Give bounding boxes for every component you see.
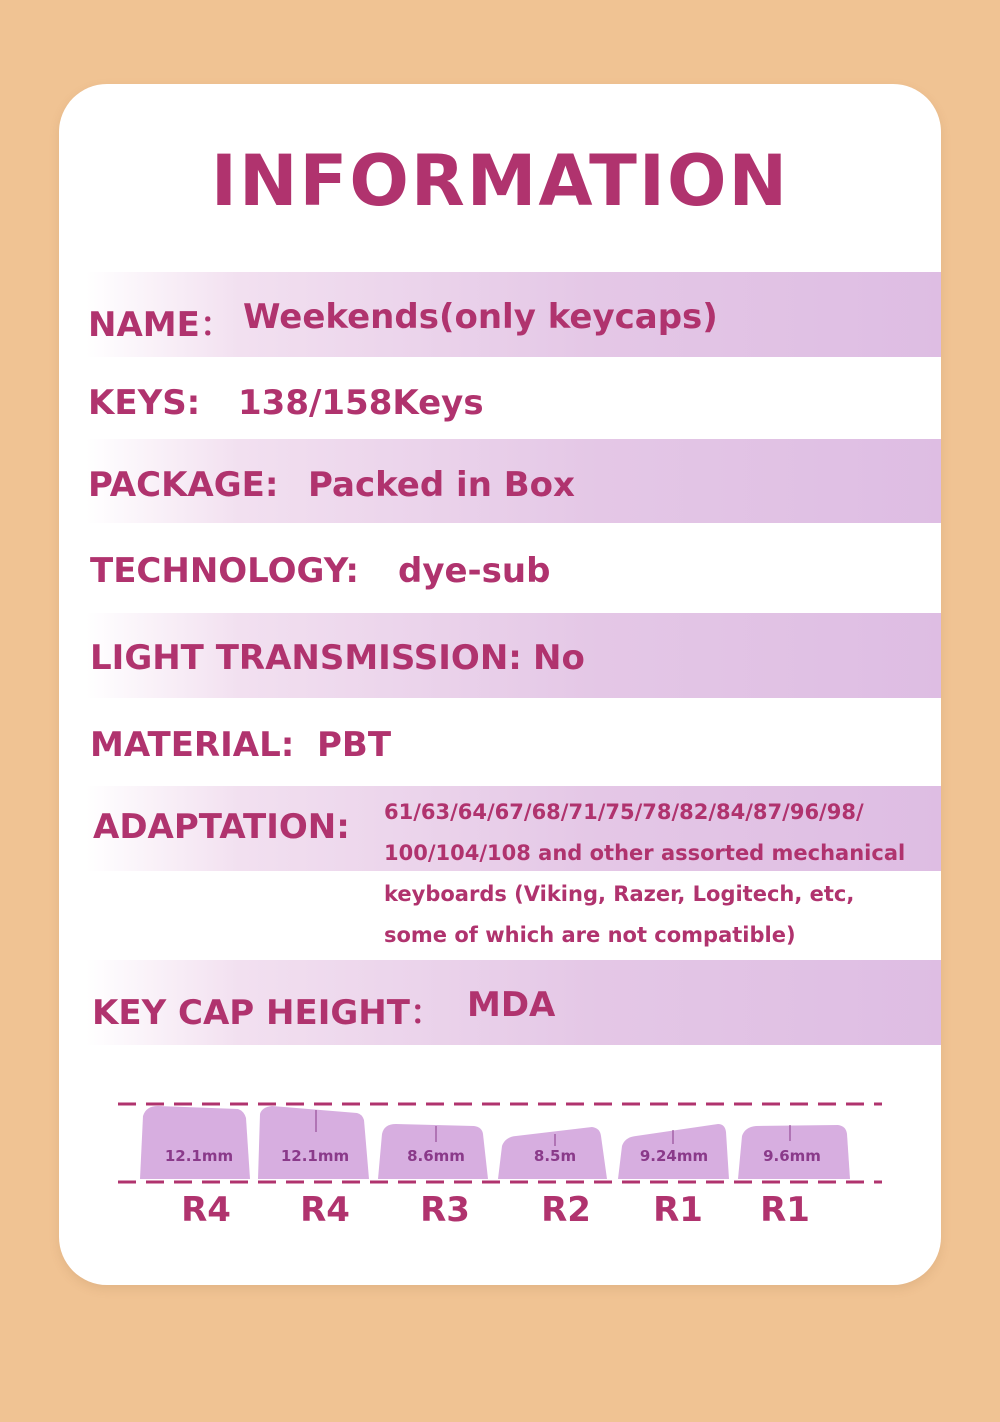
technology-value: dye-sub <box>398 551 551 591</box>
keys-value: 138/158Keys <box>238 383 484 423</box>
keycap-row-label: R1 <box>760 1190 810 1230</box>
name-label: NAME： <box>88 305 234 345</box>
keycap-height-text: 8.5m <box>533 1147 577 1165</box>
light-transmission-value: No <box>533 638 585 678</box>
keycap-height-text: 9.6mm <box>763 1147 821 1165</box>
keycap-height-text: 9.24mm <box>639 1147 709 1165</box>
keycap-row-label: R4 <box>300 1190 350 1230</box>
light-transmission-label: LIGHT TRANSMISSION: <box>90 638 522 678</box>
keys-label: KEYS: <box>88 383 201 423</box>
material-label: MATERIAL: <box>90 725 295 765</box>
keycap-height-value: MDA <box>467 985 556 1025</box>
keycap-height-label: KEY CAP HEIGHT： <box>92 993 444 1033</box>
keycap-shape <box>140 1106 250 1179</box>
page-title: INFORMATION <box>210 140 790 222</box>
adaptation-label: ADAPTATION: <box>93 807 350 847</box>
name-value: Weekends(only keycaps) <box>243 297 718 337</box>
adaptation-line: 100/104/108 and other assorted mechanical <box>384 841 906 865</box>
adaptation-line: some of which are not compatible) <box>384 923 796 947</box>
keycap-row-label: R3 <box>420 1190 470 1230</box>
keycap-row-label: R4 <box>181 1190 231 1230</box>
technology-label: TECHNOLOGY: <box>90 551 359 591</box>
keycap-row-label: R1 <box>653 1190 703 1230</box>
adaptation-line: 61/63/64/67/68/71/75/78/82/84/87/96/98/ <box>384 800 864 824</box>
keycap-row-label: R2 <box>541 1190 591 1230</box>
adaptation-line: keyboards (Viking, Razer, Logitech, etc, <box>384 882 855 906</box>
material-value: PBT <box>317 725 392 765</box>
keycap-shape <box>258 1106 369 1179</box>
package-label: PACKAGE: <box>88 465 279 505</box>
keycap-height-text: 12.1mm <box>164 1147 234 1165</box>
package-value: Packed in Box <box>308 465 575 505</box>
keycap-height-text: 12.1mm <box>280 1147 350 1165</box>
keycap-height-text: 8.6mm <box>407 1147 465 1165</box>
